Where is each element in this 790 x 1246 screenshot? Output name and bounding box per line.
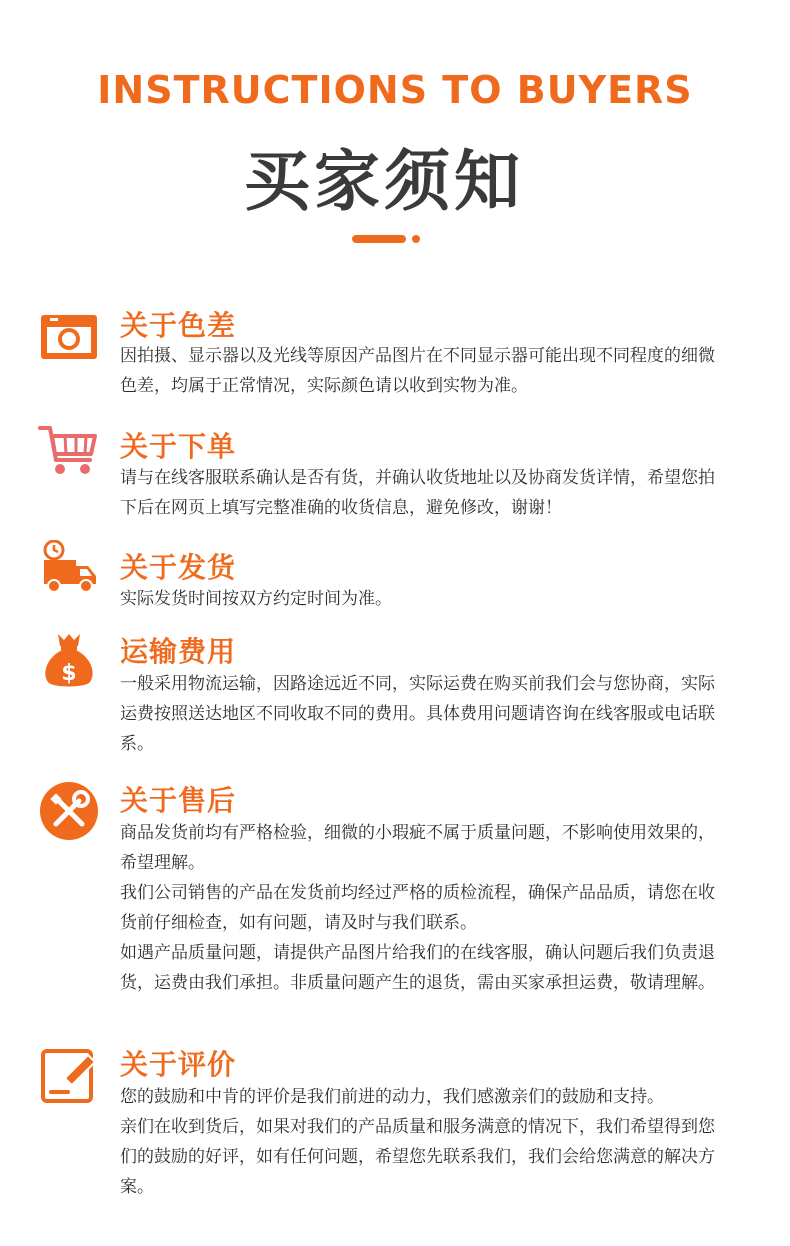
section-text: 请与在线客服联系确认是否有货，并确认收货地址以及协商发货详情，希望您拍下后在网页上填写完整准确的收货信息，避免修改，谢谢！ bbox=[120, 468, 715, 518]
divider-bar bbox=[352, 235, 406, 243]
section-title: 关于发货 bbox=[120, 551, 237, 584]
section-title: 运输费用 bbox=[120, 635, 237, 668]
section-text: 亲们在收到货后，如果对我们的产品质量和服务满意的情况下，我们希望得到您们的鼓励的好评，如有任何问题，希望您先联系我们，我们会给您满意的解决方案。 bbox=[120, 1117, 715, 1197]
section-text: 因拍摄、显示器以及光线等原因产品图片在不同显示器可能出现不同程度的细微色差，均属于正常情况，实际颜色请以收到实物为准。 bbox=[120, 346, 715, 396]
title-divider bbox=[352, 235, 422, 243]
section-title: 关于售后 bbox=[120, 784, 237, 817]
title-english: INSTRUCTIONS TO BUYERS bbox=[97, 68, 693, 112]
section-title: 关于评价 bbox=[120, 1048, 237, 1081]
tools-icon bbox=[38, 780, 100, 842]
section-title: 关于色差 bbox=[120, 309, 237, 342]
edit-icon bbox=[38, 1044, 100, 1106]
svg-text:$: $ bbox=[61, 661, 77, 686]
section-text: 我们公司销售的产品在发货前均经过严格的质检流程，确保产品品质，请您在收货前仔细检查，如有问题，请及时与我们联系。 bbox=[120, 883, 715, 933]
camera-icon bbox=[38, 306, 100, 368]
divider-dot bbox=[412, 235, 420, 243]
money-bag-icon bbox=[38, 630, 100, 692]
section-text: 如遇产品质量问题，请提供产品图片给我们的在线客服，确认问题后我们负责退货，运费由我们承担。非质量问题产生的退货，需由买家承担运费，敬请理解。 bbox=[120, 943, 715, 993]
delivery-truck-icon bbox=[38, 540, 100, 602]
section-text: 商品发货前均有严格检验，细微的小瑕疵不属于质量问题，不影响使用效果的，希望理解。 bbox=[120, 823, 715, 873]
section-text: 实际发货时间按双方约定时间为准。 bbox=[120, 589, 392, 609]
section-text: 您的鼓励和中肯的评价是我们前进的动力，我们感激亲们的鼓励和支持。 bbox=[120, 1087, 664, 1107]
section-text: 一般采用物流运输，因路途远近不同，实际运费在购买前我们会与您协商，实际运费按照送达地区不同收取不同的费用。具体费用问题请咨询在线客服或电话联系。 bbox=[120, 674, 715, 754]
title-chinese: 买家须知 bbox=[244, 143, 524, 220]
section-title: 关于下单 bbox=[120, 430, 237, 463]
shopping-cart-icon bbox=[38, 420, 100, 482]
